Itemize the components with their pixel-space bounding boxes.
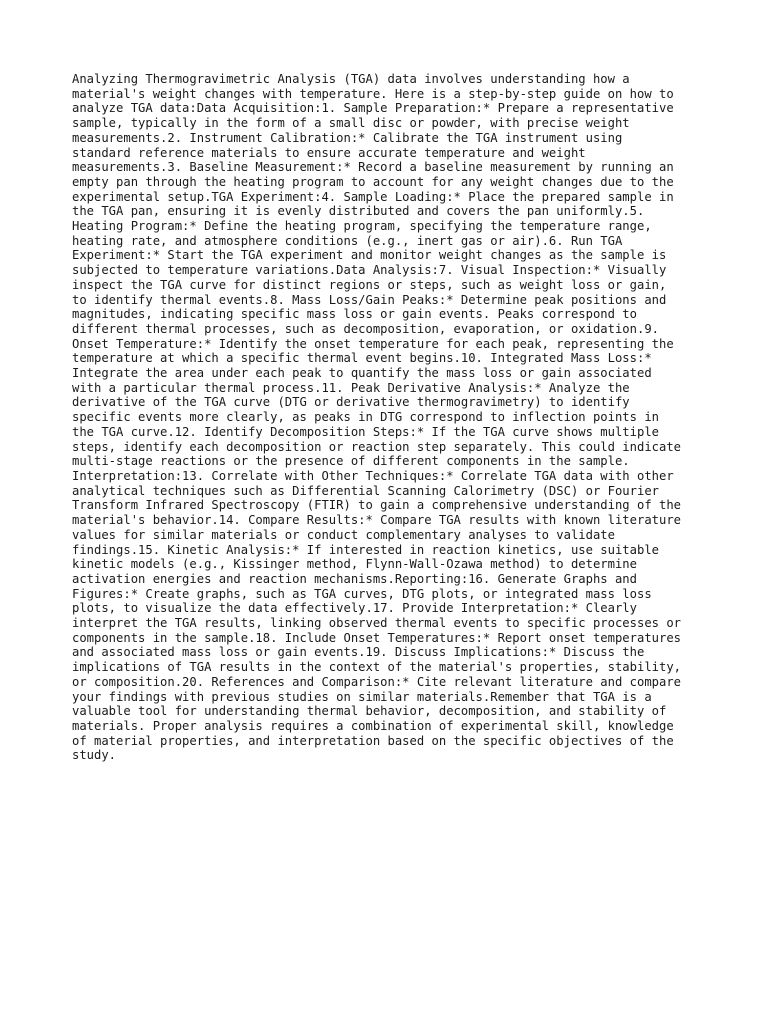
- document-body-text: Analyzing Thermogravimetric Analysis (TGA) data involves understanding how a material's weight changes with temperature. Here is a step-by-step guide on how to analyze TGA data:Data Acquisition:1. Sample Preparation:* Prepare a representative sample, typically in the form of a small disc or powder, with precise weight measurements.2. Instrument Calibration:* Calibrate the TGA instrument using standard reference materials to ensure accurate temperature and weight measurements.3. Baseline Measurement:* Record a baseline measurement by running an empty pan through the heating program to account for any weight changes due to the experimental setup.TGA Experiment:4. Sample Loading:* Place the prepared sample in the TGA pan, ensuring it is evenly distributed and covers the pan uniformly.5. Heating Program:* Define the heating program, specifying the temperature range, heating rate, and atmosphere conditions (e.g., inert gas or air).6. Run TGA Experiment:* Start the TGA experiment and monitor weight changes as the sample is subjected to temperature variations.Data Analysis:7. Visual Inspection:* Visually inspect the TGA curve for distinct regions or steps, such as weight loss or gain, to identify thermal events.8. Mass Loss/Gain Peaks:* Determine peak positions and magnitudes, indicating specific mass loss or gain events. Peaks correspond to different thermal processes, such as decomposition, evaporation, or oxidation.9. Onset Temperature:* Identify the onset temperature for each peak, representing the temperature at which a specific thermal event begins.10. Integrated Mass Loss:* Integrate the area under each peak to quantify the mass loss or gain associated with a particular thermal process.11. Peak Derivative Analysis:* Analyze the derivative of the TGA curve (DTG or derivative thermogravimetry) to identify specific events more clearly, as peaks in DTG correspond to inflection points in the TGA curve.12. Identify Decomposition Steps:* If the TGA curve shows multiple steps, identify each decomposition or reaction step separately. This could indicate multi-stage reactions or the presence of different components in the sample. Interpretation:13. Correlate with Other Techniques:* Correlate TGA data with other analytical techniques such as Differential Scanning Calorimetry (DSC) or Fourier Transform Infrared Spectroscopy (FTIR) to gain a comprehensive understanding of the material's behavior.14. Compare Results:* Compare TGA results with known literature values for similar materials or conduct complementary analyses to validate findings.15. Kinetic Analysis:* If interested in reaction kinetics, use suitable kinetic models (e.g., Kissinger method, Flynn-Wall-Ozawa method) to determine activation energies and reaction mechanisms.Reporting:16. Generate Graphs and Figures:* Create graphs, such as TGA curves, DTG plots, or integrated mass loss plots, to visualize the data effectively.17. Provide Interpretation:* Clearly interpret the TGA results, linking observed thermal events to specific processes or components in the sample.18. Include Onset Temperatures:* Report onset temperatures and associated mass loss or gain events.19. Discuss Implications:* Discuss the implications of TGA results in the context of the material's properties, stability, or composition.20. References and Comparison:* Cite relevant literature and compare your findings with previous studies on similar materials.Remember that TGA is a valuable tool for understanding thermal behavior, decomposition, and stability of materials. Proper analysis requires a combination of experimental skill, knowledge of material properties, and interpretation based on the specific objectives of the study.: [72, 72, 682, 763]
